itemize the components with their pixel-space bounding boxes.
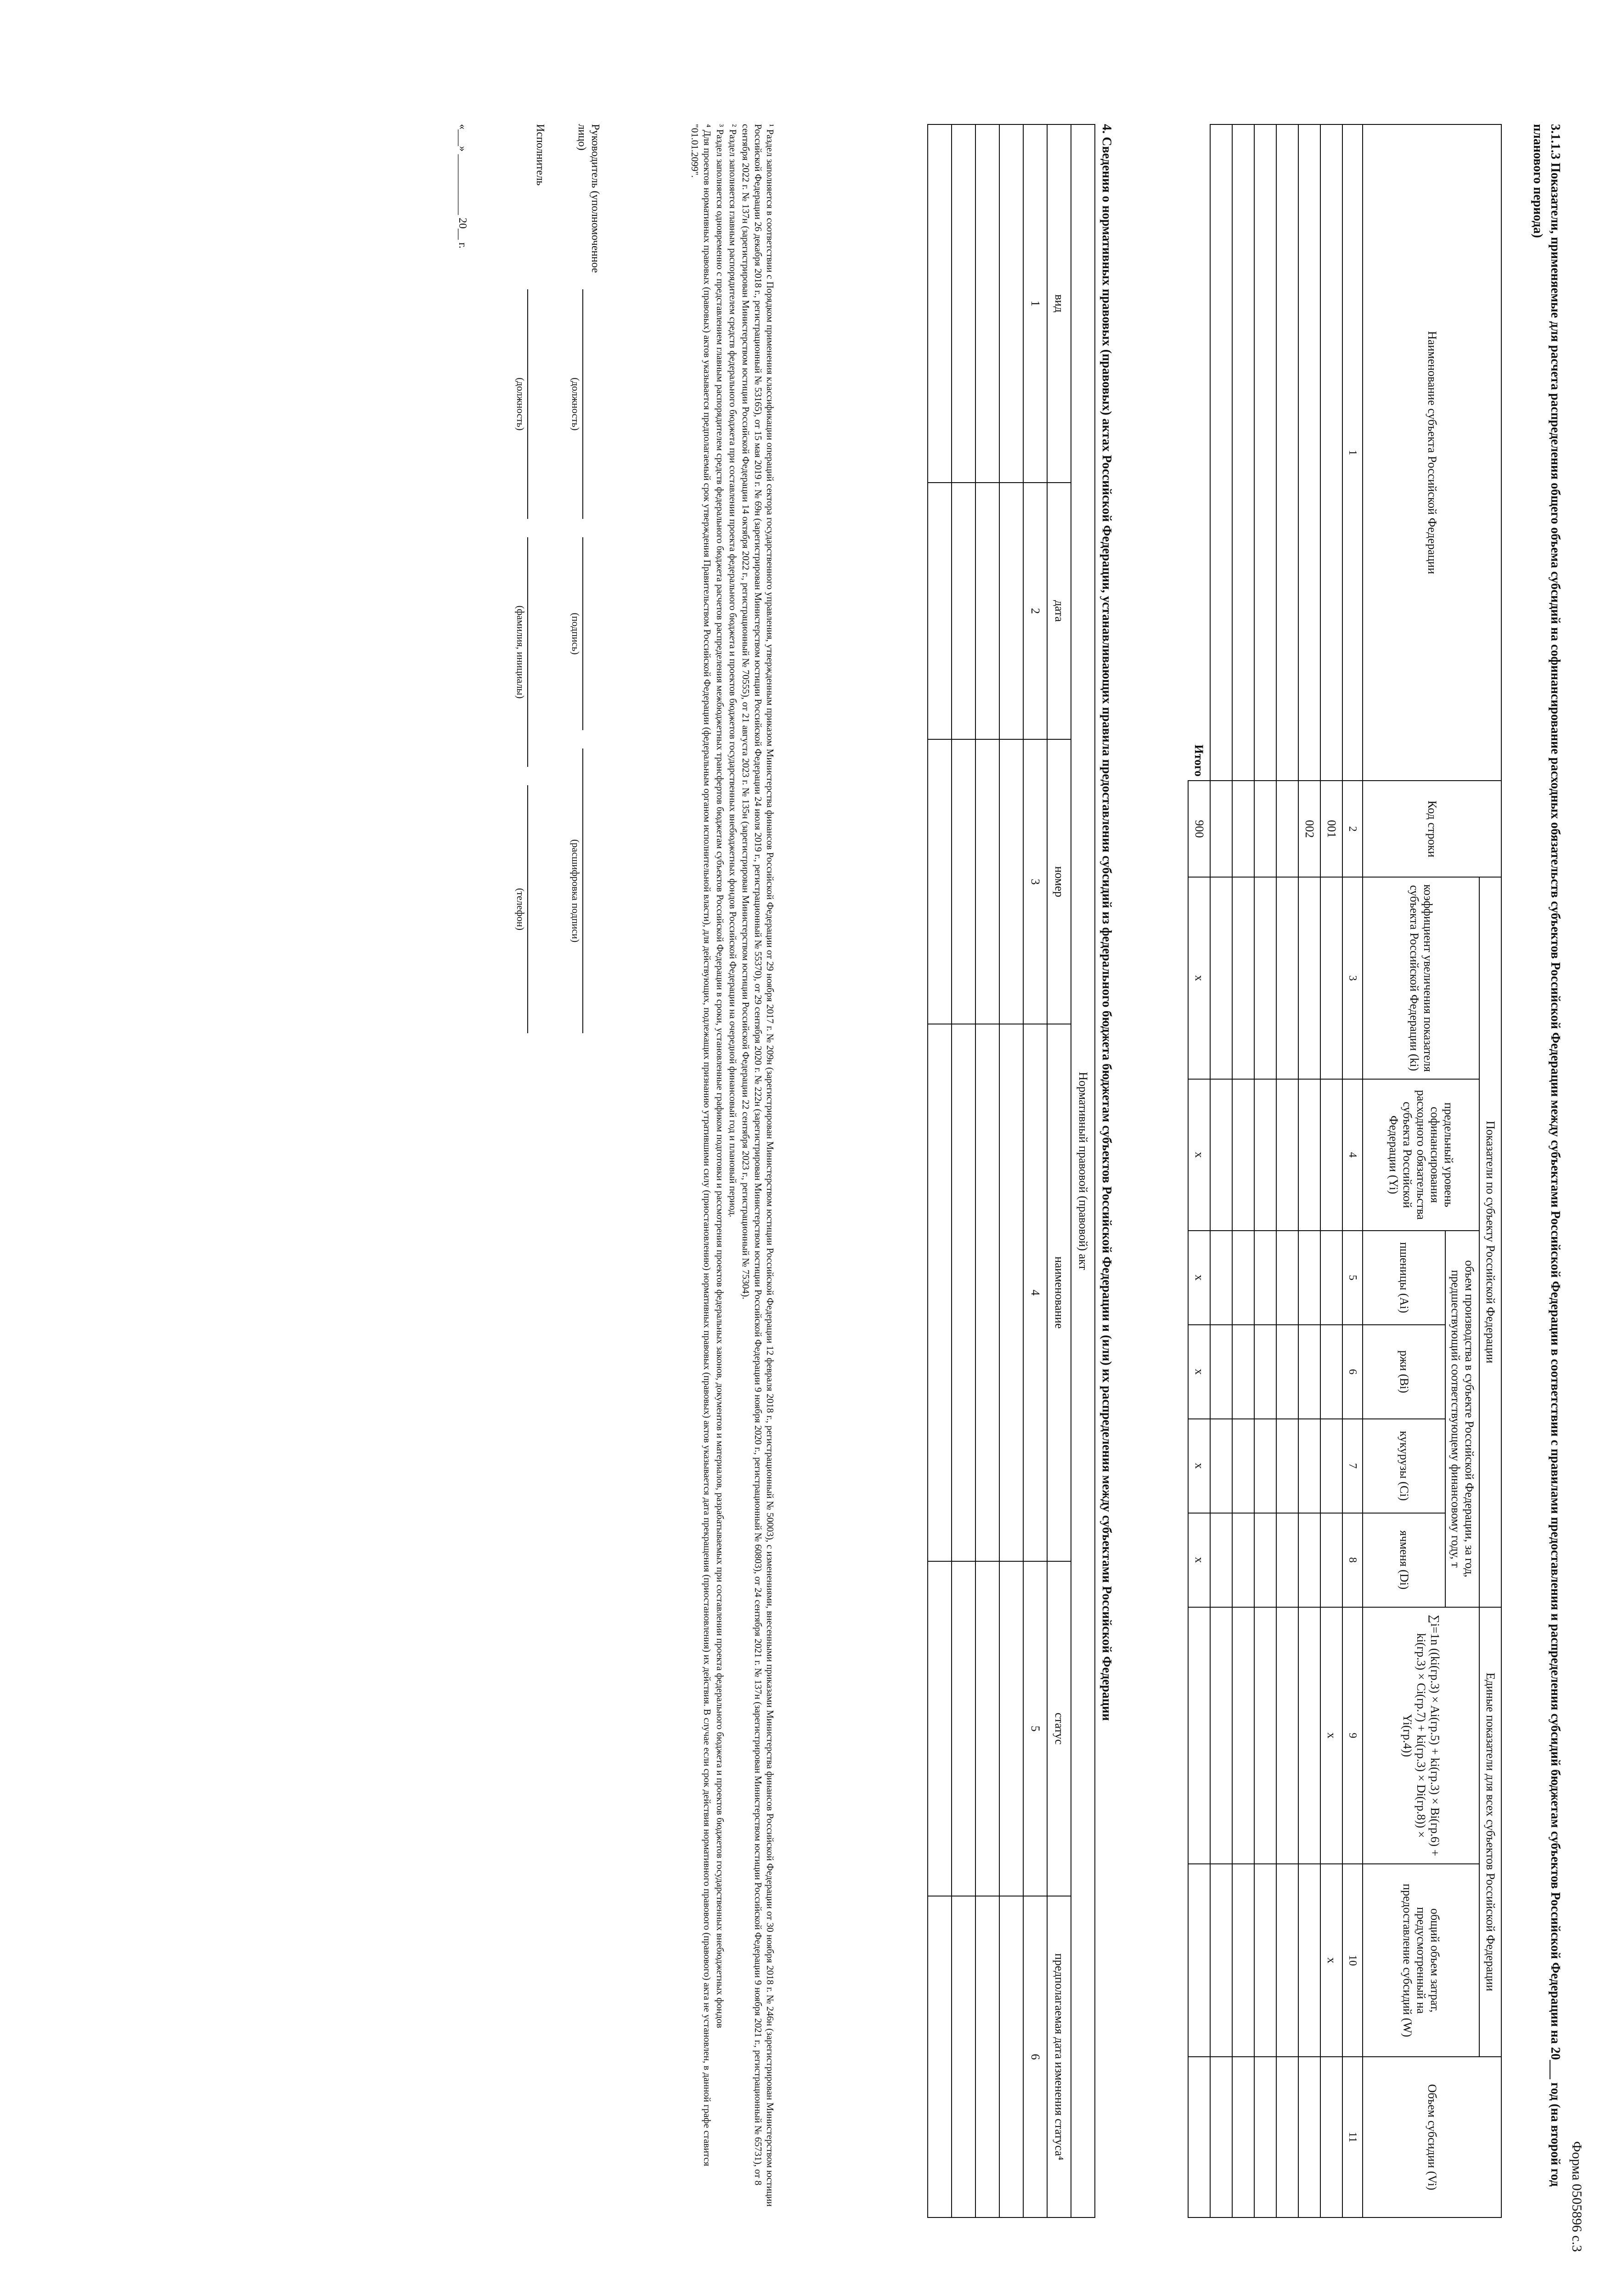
section4-title: 4. Сведения о нормативных правовых (правовых) актах Российской Федерации, устанавливающих правила предоставления субсидий из федерального бюджета бюджетам субъектов Российской Федерации и (или) их распределения между субъектами Российской Федерации bbox=[1099, 124, 1114, 1721]
x-mark-cell: x bbox=[1320, 1607, 1342, 1864]
col-status-date-header: предполагаемая дата изменения статуса⁴ bbox=[1047, 1896, 1071, 2217]
blank-row bbox=[1254, 124, 1276, 2217]
data-cell[interactable] bbox=[1298, 1325, 1320, 1419]
exec-signature-row bbox=[491, 124, 547, 1318]
exec-label: Исполнитель bbox=[534, 124, 546, 186]
data-cell[interactable] bbox=[1320, 1325, 1342, 1419]
x-mark-cell: x bbox=[1188, 877, 1210, 1079]
col-kind-header: вид bbox=[1047, 124, 1071, 483]
head-signature-field[interactable] bbox=[582, 537, 587, 730]
exec-position-field[interactable] bbox=[527, 289, 532, 519]
group-common-header: Единые показатели для всех субъектов Российской Федерации bbox=[1479, 1607, 1501, 2057]
col-a-header: пшеницы (Ai) bbox=[1363, 1231, 1445, 1325]
x-mark-cell: x bbox=[1188, 1325, 1210, 1419]
form-code: Форма 0505896 с.3 bbox=[1569, 2141, 1584, 2252]
head-label: Руководитель (уполномоченное лицо) bbox=[576, 124, 601, 273]
section-title: 3.1.1.3 Показатели, применяемые для расчета распределения общего объема субсидий на софинансирование расходных обязательств субъектов Российской Федерации между субъектами Российской Федерации в соответствии с правилами предоставления и распределения субсидий бюджетам субъектов Российской Федерации на 20___ год (на второй год планового периода) bbox=[1531, 124, 1562, 2187]
footnote: ² Раздел заполняется главным распорядителем средств федерального бюджета при составлении проекта федерального бюджета и проектов бюджетов государственных внебюджетных фондов Российской Федерации на очередной финансовый год и плановый период. bbox=[727, 124, 739, 1217]
field-caption: (телефон) bbox=[515, 888, 526, 931]
col-number: 3 bbox=[1023, 739, 1047, 1024]
data-cell[interactable] bbox=[1298, 1231, 1320, 1325]
col-number: 2 bbox=[1342, 781, 1363, 877]
exec-name-field[interactable] bbox=[527, 537, 532, 767]
legal-acts-group-header: Нормативный правовой (правовой) акт bbox=[1071, 124, 1095, 2217]
col-number: 6 bbox=[1342, 1325, 1363, 1419]
data-cell[interactable] bbox=[1298, 2057, 1320, 2217]
col-number: 5 bbox=[1342, 1231, 1363, 1325]
indicators-table bbox=[1188, 124, 1502, 2218]
col-k-header: коэффициент увеличения показателя субъекта Российской Федерации (ki) bbox=[1363, 877, 1479, 1079]
column-numbers-row bbox=[1342, 124, 1363, 2217]
data-cell[interactable] bbox=[1298, 1513, 1320, 1607]
col-number: 11 bbox=[1342, 2057, 1363, 2217]
col-number: 7 bbox=[1342, 1419, 1363, 1513]
empty-cell bbox=[1298, 1607, 1320, 1864]
blank-row bbox=[1210, 124, 1232, 2217]
field-caption: (расшифровка подписи) bbox=[570, 839, 581, 943]
x-mark-cell: x bbox=[1320, 1864, 1342, 2057]
col-y-header: предельный уровень софинансирования расходного обязательства субъекта Российской Федерации (Yi) bbox=[1363, 1079, 1479, 1231]
table-row bbox=[1298, 124, 1320, 2217]
field-caption: (должность) bbox=[570, 377, 581, 431]
group-production-header: объем производства в субъекте Российской Федерации, за год, предшествующий соответствующему финансовому году, т bbox=[1445, 1231, 1479, 1607]
col-number: 1 bbox=[1023, 124, 1047, 483]
col-number: 8 bbox=[1342, 1513, 1363, 1607]
data-cell[interactable] bbox=[1320, 2057, 1342, 2217]
total-cell[interactable] bbox=[1188, 1607, 1210, 1864]
total-label: Итого bbox=[1192, 744, 1206, 777]
legal-acts-table bbox=[927, 124, 1095, 2218]
field-caption: (подпись) bbox=[570, 613, 581, 655]
table-row bbox=[1320, 124, 1342, 2217]
table-row bbox=[952, 124, 975, 2217]
total-row bbox=[1188, 124, 1210, 2217]
head-name-field[interactable] bbox=[582, 748, 587, 1033]
footnote: ¹ Раздел заполняется в соответствии с Порядком применения классификации операций сектора государственного управления, утвержденным приказом Министерства финансов Российской Федерации от 29 ноября 2017 г. № 209н (зарегистрирован Министерством юстиции Российской Федерации 12 февраля 2018 г., регистрационный № 50003), с изменениями, внесенными приказами Министерства финансов Российской Федерации от 30 ноября 2018 г. № 246н (зарегистрирован Министерством юстиции Российской Федерации 26 декабря 2018 г., регистрационный № 53165), от 15 мая 2019 г. № 69н (зарегистрирован Министерством юстиции Российской Федерации 24 июля 2019 г., регистрационный № 55370), от 29 сентября 2020 г. № 222н (зарегистрирован Министерством юстиции Российской Федерации 9 ноября 2020 г., регистрационный № 60803), от 24 сентября 2021 г. № 137н (зарегистрирован Министерством юстиции Российской Федерации 9 ноября 2021 г., регистрационный № 65731), от 8 сентября 2022 г. № 137н (зарегистрирован Министерством юстиции Российской Федерации 14 октября 2022 г., регистрационный № 70555), от 21 августа 2023 г. № 135н (зарегистрирован Министерством юстиции Российской Федерации 22 сентября 2023 г., регистрационный № 75304). bbox=[740, 124, 776, 2207]
subject-name-cell[interactable] bbox=[1298, 124, 1320, 781]
data-cell[interactable] bbox=[1298, 877, 1320, 1079]
row-code-cell: 002 bbox=[1298, 781, 1320, 877]
table-row bbox=[999, 124, 1023, 2217]
table-row bbox=[928, 124, 952, 2217]
data-cell[interactable] bbox=[1320, 1419, 1342, 1513]
field-caption: (должность) bbox=[515, 377, 526, 431]
col-formula-header: ∑i=1n ((ki(гр.3) × Ai(гр.5) + ki(гр.3) × Bi(гр.6) + ki(гр.3) × Ci(гр.7) + ki(гр.3) × Di(гр.8)) × Yi(гр.4)) bbox=[1363, 1607, 1479, 1864]
col-d-header: ячменя (Di) bbox=[1363, 1513, 1445, 1607]
col-name-header: Наименование субъекта Российской Федерации bbox=[1363, 124, 1501, 781]
head-signature-row bbox=[547, 124, 602, 1318]
column-numbers-row bbox=[1023, 124, 1047, 2217]
footnote: ³ Раздел заполняется одновременно с представлением главным распорядителем средств федерального бюджета расчетов распределения межбюджетных трансфертов бюджетам субъектов Российской Федерации в сроки, установленные графиком подготовки и рассмотрения проектов федеральных законов, документов и материалов, разрабатываемых при составлении проекта федерального бюджета и проектов бюджетов государственных внебюджетных фондов bbox=[715, 124, 726, 2028]
data-cell[interactable] bbox=[1298, 1419, 1320, 1513]
data-cell[interactable] bbox=[1320, 1079, 1342, 1231]
table-row bbox=[975, 124, 999, 2217]
x-mark-cell: x bbox=[1188, 1513, 1210, 1607]
col-status-header: статус bbox=[1047, 1561, 1071, 1896]
blank-row bbox=[1276, 124, 1298, 2217]
footnotes bbox=[688, 124, 776, 2218]
col-b-header: ржи (Bi) bbox=[1363, 1325, 1445, 1419]
data-cell[interactable] bbox=[1298, 1079, 1320, 1231]
footnote: ⁴ Для проектов нормативных правовых (правовых) актов указывается предполагаемый срок утверждения Правительством Российской Федерации (федеральным органом исполнительной власти), для действующих, подлежащих признанию утратившими силу (приостановлению) нормативных правовых (правовых) актов указывается дата прекращения (приостановления) их действия. В случае если срок действия нормативного правового (правового) акта не установлен, в данной графе ставится "01.01.2099". bbox=[689, 124, 713, 2167]
col-title-header: наименование bbox=[1047, 1024, 1071, 1561]
col-number: 5 bbox=[1023, 1561, 1047, 1896]
head-position-field[interactable] bbox=[582, 289, 587, 519]
col-number: 2 bbox=[1023, 483, 1047, 740]
x-mark-cell: x bbox=[1188, 1419, 1210, 1513]
row-code-cell: 001 bbox=[1320, 781, 1342, 877]
col-c-header: кукурузы (Ci) bbox=[1363, 1419, 1445, 1513]
col-code-header: Код строки bbox=[1363, 781, 1501, 877]
field-caption: (фамилия, инициалы) bbox=[515, 605, 526, 699]
col-number: 10 bbox=[1342, 1864, 1363, 2057]
data-cell[interactable] bbox=[1320, 1231, 1342, 1325]
x-mark-cell: x bbox=[1188, 1231, 1210, 1325]
blank-row bbox=[1232, 124, 1254, 2217]
x-mark-cell: x bbox=[1188, 1079, 1210, 1231]
data-cell[interactable] bbox=[1320, 1513, 1342, 1607]
col-number: 6 bbox=[1023, 1896, 1047, 2217]
total-cell[interactable] bbox=[1188, 2057, 1210, 2217]
data-cell[interactable] bbox=[1320, 877, 1342, 1079]
total-code-cell: 900 bbox=[1188, 781, 1210, 877]
col-date-header: дата bbox=[1047, 483, 1071, 740]
col-number-header: номер bbox=[1047, 739, 1071, 1024]
signature-block bbox=[491, 124, 602, 1318]
col-number: 3 bbox=[1342, 877, 1363, 1079]
col-number: 9 bbox=[1342, 1607, 1363, 1864]
exec-phone-field[interactable] bbox=[527, 785, 532, 1033]
date-line[interactable]: «___» ___________ 20__ г. bbox=[457, 124, 468, 249]
subject-name-cell[interactable] bbox=[1320, 124, 1342, 781]
total-cell[interactable] bbox=[1188, 1864, 1210, 2057]
col-number: 1 bbox=[1342, 124, 1363, 781]
group-subject-header: Показатели по субъекту Российской Федерации bbox=[1479, 877, 1501, 1607]
col-number: 4 bbox=[1342, 1079, 1363, 1231]
col-volume-header: Объем субсидии (Vi) bbox=[1363, 2057, 1501, 2217]
col-number: 4 bbox=[1023, 1024, 1047, 1561]
empty-cell bbox=[1298, 1864, 1320, 2057]
col-w-header: общий объем затрат, предусмотренный на предоставление субсидий (W) bbox=[1363, 1864, 1479, 2057]
